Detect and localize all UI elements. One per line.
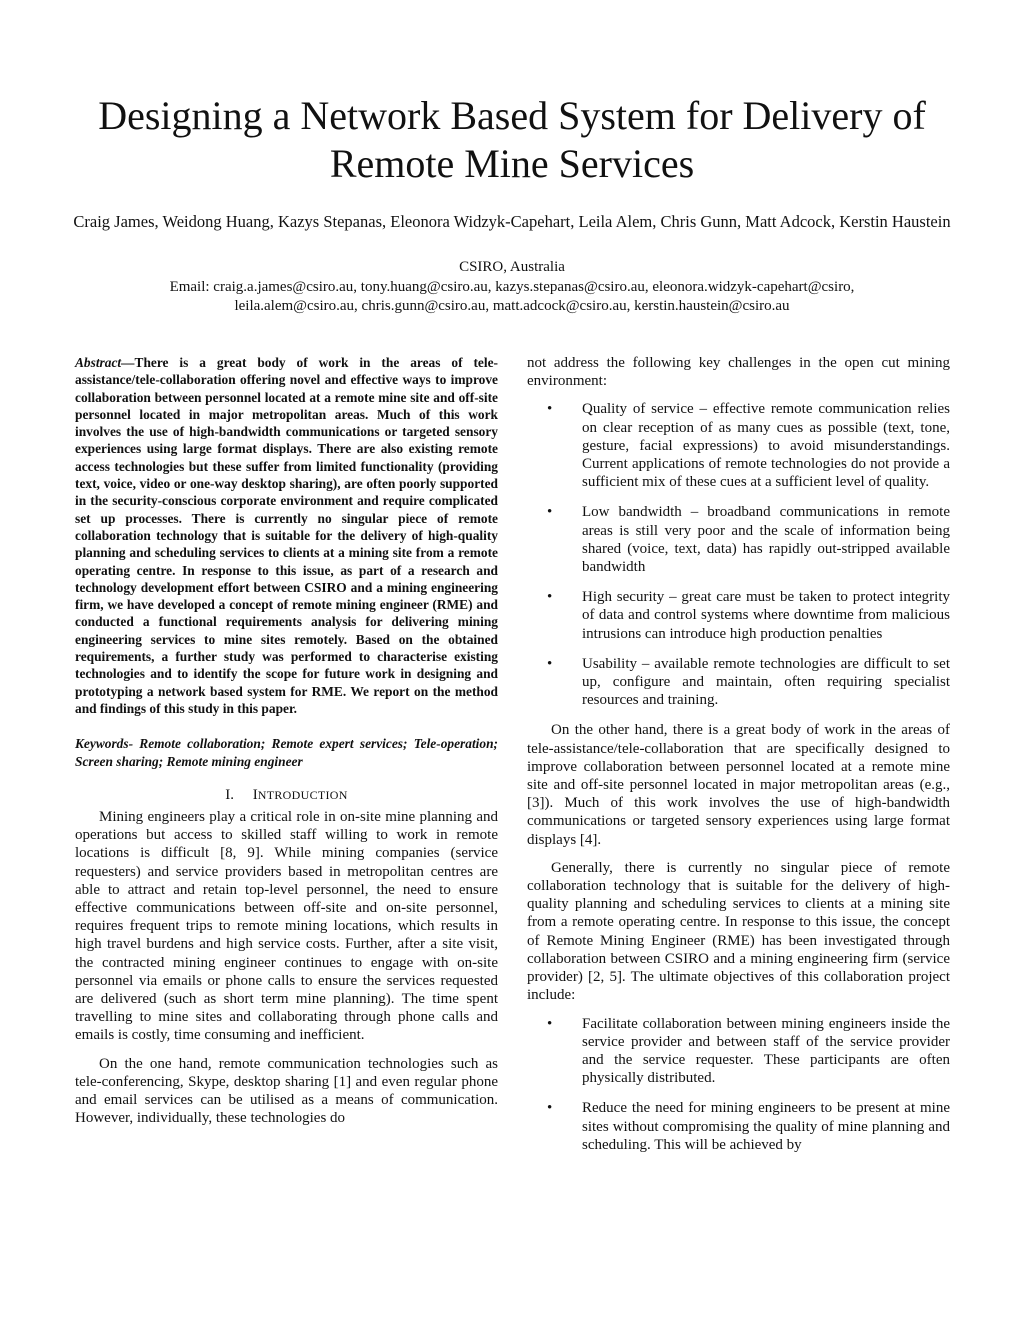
email-line-1: Email: craig.a.james@csiro.au, tony.huang@csiro.au, kazys.stepanas@csiro.au, eleonora.widzyk-capehart@csiro,	[169, 279, 855, 295]
bullet-icon: •	[547, 1015, 553, 1032]
list-item: • Usability – available remote technologies are difficult to set up, configure and maintain, often requiring specialist resources and training.	[547, 655, 950, 709]
right-paragraph-1: not address the following key challenges in the open cut mining environment:	[527, 355, 950, 390]
right-paragraph-3: Generally, there is currently no singular piece of remote collaboration technology that is suitable for the delivery of high-quality planning and scheduling services to clients at a mining site from a remote operating centre. In response to this issue, the concept of Remote Mining Engineer (RME) has been investigated through collaboration between CSIRO and a mining engineering firm (service provider) [2, 5]. The ultimate objectives of this collaboration project include:	[527, 859, 950, 1004]
right-column	[527, 354, 950, 1166]
bullet-icon: •	[547, 589, 553, 606]
author-list: Craig James, Weidong Huang, Kazys Stepanas, Eleonora Widzyk-Capehart, Leila Alem, Chris Gunn, Matt Adcock, Kerstin Haustein	[73, 212, 951, 231]
abstract-text: There is a great body of work in the areas of tele-assistance/tele-collaboration offering novel and effective ways to improve collaboration between personnel located at a remote mine site and off-site personnel located in major metropolitan areas. Much of this work involves the use of high-bandwidth communications or targeted sensory experiences using large format displays. There are also existing remote access technologies but these suffer from limited functionality (providing text, voice, video or one-way desktop sharing), are often poorly supported in the security-conscious corporate environment and require complicated set up processes. There is currently no singular piece of remote collaboration technology that is suitable for the delivery of high-quality planning and scheduling services to clients at a mining site from a remote operating centre. In response to this issue, as part of a research and technology development effort between CSIRO and a mining engineering firm, we have developed a concept of remote mining engineer (RME) and conducted a functional requirements analysis for delivering mining engineering services to mine sites remotely. Based on the obtained requirements, a further study was performed to characterise existing technologies and to identify the scope for future work in designing and prototyping a network based system for RME. We report on the method and findings of this study in this paper.	[75, 355, 498, 716]
objectives-list	[527, 1015, 950, 1154]
paper-title: Designing a Network Based System for Delivery of Remote Mine Services	[98, 93, 926, 186]
intro-paragraph-2: On the one hand, remote communication technologies such as tele-conferencing, Skype, desktop sharing [1] and even regular phone and email services can be utilised as a means of communication. However, individually, these technologies do	[75, 1055, 498, 1127]
bullet-icon: •	[547, 1100, 553, 1117]
left-column	[75, 354, 498, 1127]
list-item: • Low bandwidth – broadband communications in remote areas is still very poor and the scale of information being shared (voice, text, data) has rapidly out-stripped available bandwidth	[547, 504, 950, 576]
right-paragraph-2: On the other hand, there is a great body of work in the areas of tele-assistance/tele-collaboration that are specifically designed to improve collaboration between personnel located at a remote mine site and off-site personnel located in major metropolitan areas (e.g., [3]). Much of this work involves the use of high-bandwidth communications or targeted sensory experiences using large format displays [4].	[527, 722, 950, 848]
list-item: • Reduce the need for mining engineers to be present at mine sites without compromising the quality of mine planning and scheduling. This will be achieved by	[547, 1100, 950, 1153]
list-item: • Quality of service – effective remote communication relies on clear reception of as many cues as possible (text, tone, gesture, facial expressions) to avoid misunderstandings. Current applications of remote technologies do not provide a sufficient mix of these cues at a sufficient level of quality.	[547, 401, 950, 491]
section-heading-introduction	[75, 786, 498, 804]
email-line-2: leila.alem@csiro.au, chris.gunn@csiro.au, matt.adcock@csiro.au, kerstin.haustein@csiro.au	[234, 298, 790, 314]
intro-paragraph-1: Mining engineers play a critical role in on-site mine planning and operations but access to skilled staff willing to work in remote locations is difficult [8, 9]. While mining companies (service requesters) and service providers based in metropolitan centres are able to attract and retain top-level personnel, the need to ensure effective communications between off-site and on-site personnel, requires frequent trips to remote mining locations, which results in high travel burdens and high service costs. Further, after a site visit, the contracted mining engineer continues to engage with on-site personnel via emails or phone calls to ensure the services requested are delivered (such as short term mine planning). The time spent travelling to mine sites and collaborating through phone calls and emails is costly, time consuming and inefficient.	[75, 809, 498, 1044]
list-item: • Facilitate collaboration between mining engineers inside the service provider and between staff of the service provider and the service requester. These participants are often physically distributed.	[547, 1015, 950, 1087]
abstract-label: Abstract	[75, 355, 122, 370]
keywords: Keywords- Remote collaboration; Remote expert services; Tele-operation; Screen sharing; Remote mining engineer	[75, 736, 498, 769]
bullet-icon: •	[547, 655, 553, 672]
section-number: I.	[225, 786, 235, 803]
bullet-icon: •	[547, 401, 553, 418]
section-title-rest: NTRODUCTION	[257, 787, 348, 802]
list-item: • High security – great care must be taken to protect integrity of data and control systems where downtime from malicious intrusions can introduce high production penalties	[547, 589, 950, 642]
abstract-dash: —	[121, 355, 135, 370]
abstract	[75, 354, 498, 717]
affiliation: CSIRO, Australia	[459, 259, 565, 275]
bullet-icon: •	[547, 504, 553, 521]
section-title-cap: I	[252, 786, 258, 803]
email-block	[60, 278, 964, 316]
challenges-list	[527, 400, 950, 709]
